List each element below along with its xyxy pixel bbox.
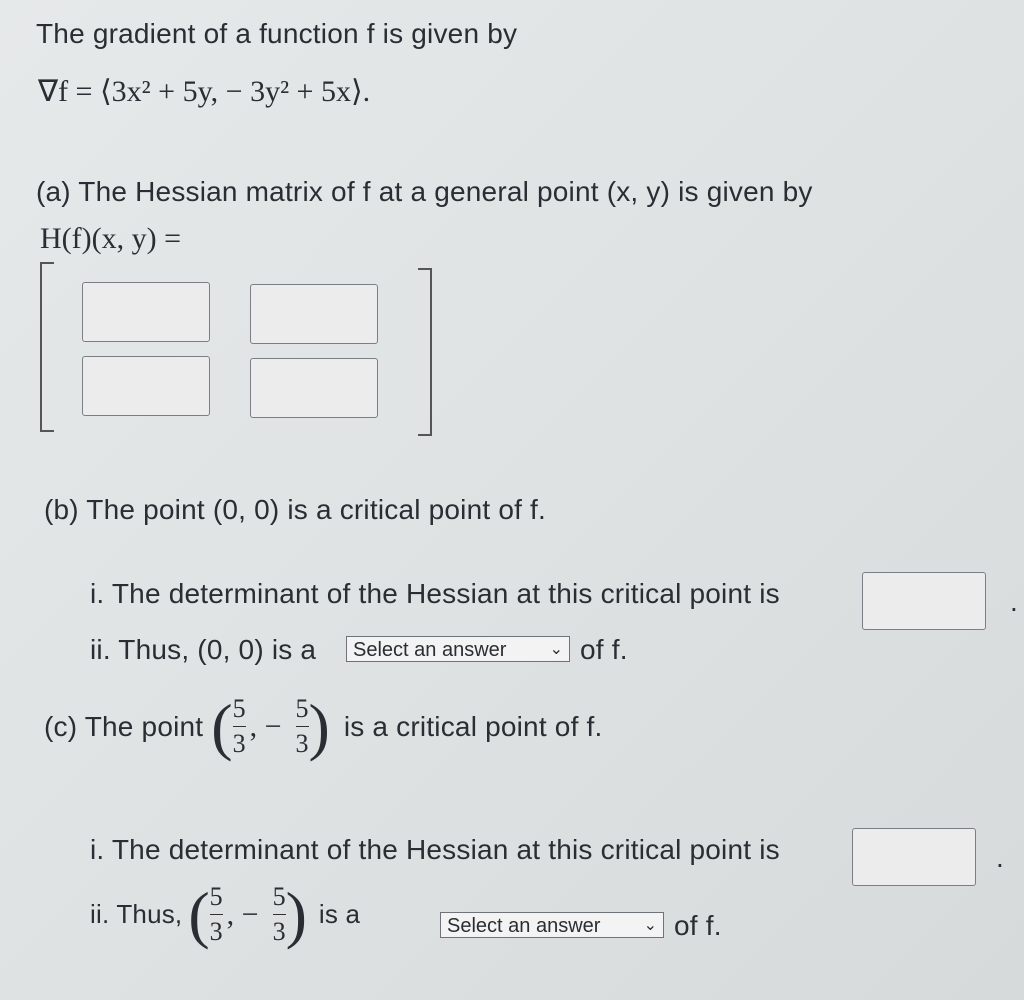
fraction-x xyxy=(233,694,246,759)
left-paren: ( xyxy=(188,878,210,950)
part-a-text: (a) The Hessian matrix of f at a general point (x, y) is given by xyxy=(36,176,813,207)
intro-text: The gradient of a function f is given by xyxy=(36,18,518,49)
fraction-x xyxy=(210,882,223,947)
hessian-entry-11-input[interactable] xyxy=(82,282,210,342)
hessian-entry-22-input[interactable] xyxy=(250,358,378,418)
fraction-y xyxy=(296,694,309,759)
part-b-ii-after: of f. xyxy=(580,634,628,665)
fraction-denominator: 3 xyxy=(209,917,223,946)
part-b-classification-select[interactable] xyxy=(346,636,570,662)
part-c-ii-line: ii. Thus, ( $\frac{5}{3}$ , − $\frac{5}{3}$ ) is a xyxy=(90,878,361,950)
gradient-formula: ∇f = ⟨3x² + 5y, − 3y² + 5x⟩. xyxy=(38,75,371,108)
matrix-left-bracket xyxy=(40,262,54,432)
part-c-determinant-input[interactable] xyxy=(852,828,976,886)
chevron-down-icon: ⌄ xyxy=(643,917,657,934)
part-c-line: (c) The point ( $\frac{5}{3}$ , − $\frac{5}{3}$ ) is a critical point of f. xyxy=(44,690,603,762)
right-paren: ) xyxy=(285,878,307,950)
part-b-ii-text: ii. Thus, (0, 0) is a xyxy=(90,634,317,665)
part-b-i-text: i. The determinant of the Hessian at this critical point is xyxy=(90,578,780,609)
fraction-y xyxy=(273,882,286,947)
hessian-entry-12-input[interactable] xyxy=(250,284,378,344)
fraction-numerator: 5 xyxy=(209,882,223,911)
part-c-classification-select[interactable] xyxy=(440,912,664,938)
period: . xyxy=(1010,586,1018,617)
right-paren: ) xyxy=(308,690,330,762)
select-label: Select an answer xyxy=(353,639,507,661)
part-c-text-before: (c) The point xyxy=(44,710,204,742)
fraction-numerator: 5 xyxy=(295,694,309,723)
part-c-ii-before: ii. Thus, xyxy=(90,899,183,929)
fraction-numerator: 5 xyxy=(232,694,246,723)
hessian-label: H(f)(x, y) = xyxy=(40,222,182,255)
hessian-entry-21-input[interactable] xyxy=(82,356,210,416)
part-c-ii-mid: is a xyxy=(318,899,361,929)
fraction-numerator: 5 xyxy=(272,882,286,911)
part-b-determinant-input[interactable] xyxy=(862,572,986,630)
period: . xyxy=(996,842,1004,873)
left-paren: ( xyxy=(211,690,233,762)
part-c-ii-after: of f. xyxy=(674,910,722,941)
part-b-text: (b) The point (0, 0) is a critical point of f. xyxy=(44,494,547,525)
fraction-denominator: 3 xyxy=(232,729,246,758)
select-label: Select an answer xyxy=(447,915,601,937)
part-c-i-text: i. The determinant of the Hessian at this critical point is xyxy=(90,834,780,865)
fraction-denominator: 3 xyxy=(295,729,309,758)
matrix-right-bracket xyxy=(418,268,432,436)
part-c-text-after: is a critical point of f. xyxy=(343,710,603,742)
chevron-down-icon: ⌄ xyxy=(549,641,563,658)
fraction-denominator: 3 xyxy=(272,917,286,946)
